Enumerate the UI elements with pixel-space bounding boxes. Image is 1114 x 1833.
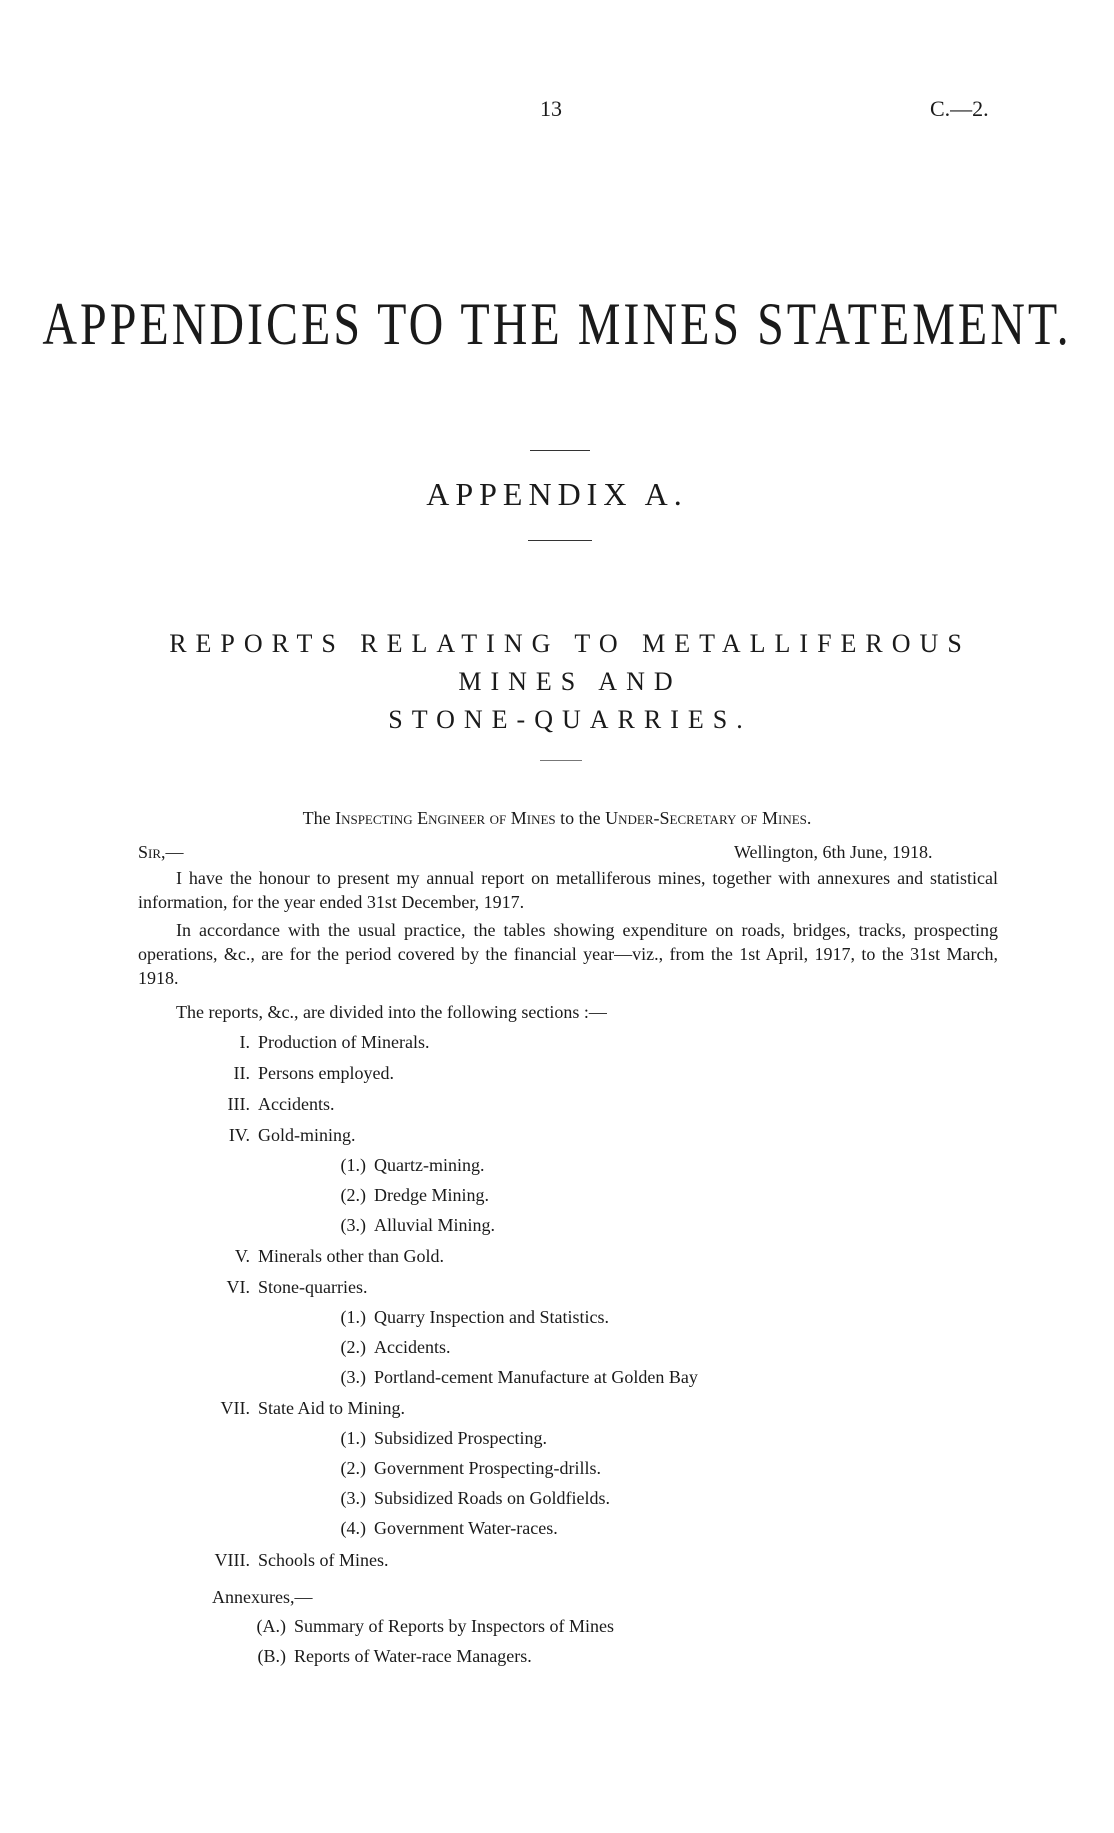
paragraph: The reports, &c., are divided into the following sections :— [176, 1002, 607, 1022]
list-item: (3.) Alluvial Mining. [340, 1215, 495, 1235]
letter-addressee [0, 806, 1114, 830]
list-item: (3.) Subsidized Roads on Goldfields. [340, 1488, 610, 1508]
list-item: (1.) Quarry Inspection and Statistics. [340, 1307, 609, 1327]
list-item: VII. State Aid to Mining. [220, 1398, 406, 1418]
divider-rule [528, 540, 592, 541]
to-prefix: to the [560, 808, 601, 828]
main-title: APPENDICES TO THE MINES STATEMENT. [42, 291, 1072, 358]
salutation: Sir,— [138, 842, 184, 862]
appendix-title: APPENDIX A. [426, 476, 688, 512]
list-item: V. Minerals other than Gold. [234, 1246, 444, 1266]
list-item: (4.) Government Water-races. [340, 1518, 558, 1538]
reports-heading-line2: STONE-QUARRIES. [388, 705, 752, 734]
divider-rule [530, 450, 590, 451]
list-item: II. Persons employed. [233, 1063, 394, 1083]
list-item: III. Accidents. [227, 1094, 335, 1114]
reports-heading-line1: REPORTS RELATING TO METALLIFEROUS MINES AND [169, 629, 971, 696]
annexure-item: (A.) Summary of Reports by Inspectors of Mines [256, 1616, 614, 1636]
divider-rule [540, 760, 582, 761]
list-item: (2.) Government Prospecting-drills. [340, 1458, 601, 1478]
list-item: (2.) Dredge Mining. [340, 1185, 489, 1205]
from-prefix: The [302, 808, 331, 828]
list-item: (1.) Subsidized Prospecting. [340, 1428, 547, 1448]
list-item: (2.) Accidents. [340, 1337, 451, 1357]
page-number: 13 [540, 96, 562, 121]
reports-heading [140, 625, 1000, 739]
annexures-label: Annexures,— [212, 1587, 313, 1607]
letter-from: Inspecting Engineer of Mines [335, 808, 556, 828]
list-item: (3.) Portland-cement Manufacture at Golden Bay [340, 1367, 698, 1387]
paragraph: I have the honour to present my annual report on metalliferous mines, together with annexures and statistical information, for the year ended 31st December, 1917. [138, 868, 998, 912]
letter-to: Under-Secretary of Mines. [605, 808, 812, 828]
annexure-item: (B.) Reports of Water-race Managers. [257, 1646, 532, 1666]
paragraph: In accordance with the usual practice, the tables showing expenditure on roads, bridges, tracks, prospecting operations, &c., are for the period covered by the financial year—viz., from the 1st April, 1917, to the 31st March, 1918. [138, 920, 998, 988]
list-item: I. Production of Minerals. [239, 1032, 430, 1052]
place-date: Wellington, 6th June, 1918. [734, 842, 933, 862]
list-item: VI. Stone-quarries. [226, 1277, 368, 1297]
list-item: (1.) Quartz-mining. [340, 1155, 485, 1175]
document-code: C.—2. [930, 96, 989, 121]
list-item: IV. Gold-mining. [228, 1125, 356, 1145]
list-item: VIII. Schools of Mines. [214, 1550, 389, 1570]
